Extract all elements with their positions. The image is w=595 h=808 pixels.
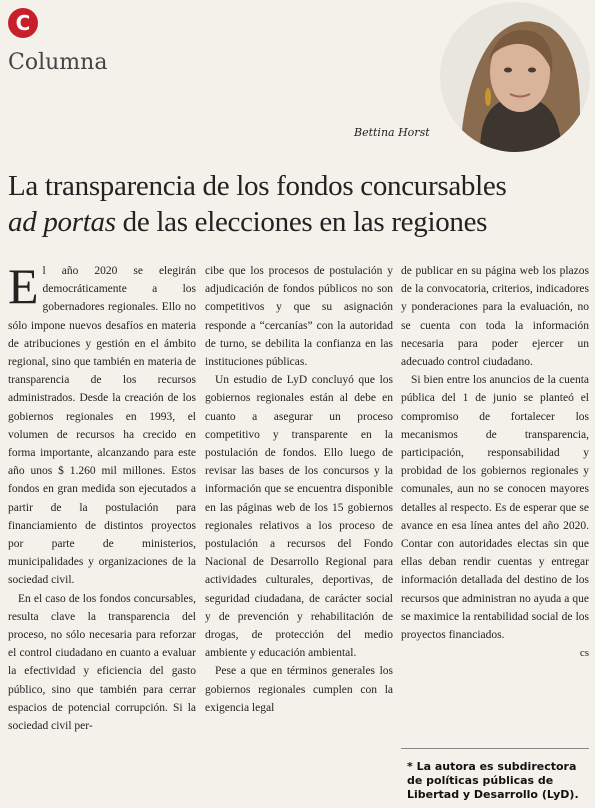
section-label: Columna	[8, 50, 108, 75]
footnote-divider	[401, 748, 589, 749]
paragraph: En el caso de los fondos concursables, resulta clave la transparencia del proceso, no sólo necesaria para reforzar el control ciudadano en cuanto a evaluar la efectividad y eficiencia del gasto público, sino que también para cerrar espacios de potencial corrupción. Si la sociedad civil per-	[8, 592, 196, 733]
paragraph	[8, 258, 196, 590]
end-mark: cs	[579, 647, 589, 660]
article-column-1	[8, 258, 196, 735]
paragraph-text: l año 2020 se elegirán democráticamente a los gobernadores regionales. Ello no sólo impone nuevos desafíos en materia de atribuciones y gestión en el ámbito regional, sino que también en materia de transparencia de los recursos administrados. Desde la creación de los gobiernos regionales en 1993, el volumen de recursos ha crecido en forma importante, alcanzando para este año unos $ 1.260 mil millones. Estos fondos en gran medida son ejecutados a partir de la postulación para financiamiento de distintos proyectos por parte de ministerios, municipalidades y organizaciones de la sociedad civil.	[8, 265, 196, 587]
drop-cap: E	[8, 258, 39, 314]
article-column-3	[401, 262, 589, 662]
author-footnote: * La autora es subdirectora de políticas públicas de Libertad y Desarrollo (LyD).	[407, 760, 579, 801]
column-badge: C	[8, 8, 38, 38]
headline-emphasis: ad portas	[8, 206, 116, 238]
paragraph: Un estudio de LyD concluyó que los gobiernos regionales están al debe en cuanto a asegurar un proceso competitivo y transparente en la postulación de fondos. Ello luego de revisar las bases de los concursos y la información que se encuentra disponible en las páginas web de los 15 gobiernos regionales relativos a los proceso de postulación a recursos del Fondo Nacional de Desarrollo Regional para actividades culturales, deportivas, de seguridad ciudadana, de carácter social y de prevención y rehabilitación de drogas, de protección del medio ambiente y educación ambiental.	[205, 374, 393, 660]
paragraph: Pese a que en términos generales los gobiernos regionales cumplen con la exigencia legal	[205, 665, 393, 714]
paragraph: cibe que los procesos de postulación y adjudicación de fondos públicos no son competitivos y que su asignación responde a “cercanías” con la autoridad de turno, se debilita la confianza en las instituciones públicas.	[205, 265, 393, 369]
author-photo	[440, 2, 590, 152]
headline	[8, 168, 590, 240]
paragraph: Si bien entre los anuncios de la cuenta pública del 1 de junio se planteó el compromiso de fortalecer los mecanismos de transparencia, participación, responsabilidad y probidad de los gobiernos regionales y comunales, aun no se conocen mayores detalles al respecto. Es de esperar que se avance en esa línea antes del año 2020. Contar con autoridades electas sin que ellas deban rendir cuentas y entregar información detallada del destino de los recursos que administran no ayuda a que se maximice la rentabilidad social de los proyectos financiados.	[401, 374, 589, 642]
headline-line2: de las elecciones en las regiones	[115, 206, 488, 238]
headline-line1: La transparencia de los fondos concursables	[8, 170, 507, 202]
article-column-2	[205, 262, 393, 717]
paragraph: de publicar en su página web los plazos de la convocatoria, criterios, indicadores y ponderaciones para la evaluación, no se cuenta con toda la información necesaria para poder ejercer un adecuado control ciudadano.	[401, 265, 589, 369]
author-name: Bettina Horst	[354, 126, 430, 139]
